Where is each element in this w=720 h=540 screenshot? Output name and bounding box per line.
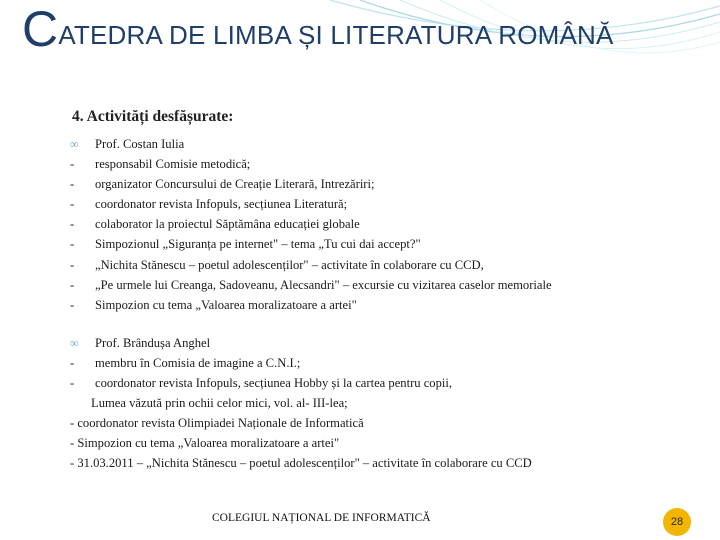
list-item-text: „Pe urmele lui Creanga, Sadoveanu, Alecsandri" – excursie cu vizitarea caselor memoriale: [95, 277, 552, 292]
dash-marker: -: [70, 197, 75, 212]
page-number-badge: 28: [663, 508, 691, 536]
dash-marker: -: [70, 157, 75, 172]
dash-marker: -: [70, 355, 75, 370]
dash-marker: -: [70, 217, 75, 232]
teacher-name: Prof. Brândușa Anghel: [95, 335, 211, 350]
list-item-text: coordonator revista Infopuls, secțiunea Literatură;: [95, 197, 348, 212]
teacher-name-anghel: [68, 333, 708, 353]
list-item-text: membru în Comisia de imagine a C.N.I.;: [95, 355, 301, 370]
section-heading: 4. Activități desfășurate:: [72, 108, 234, 125]
list-item: - coordonator revista Olimpiadei Naționale de Informatică: [70, 416, 364, 431]
list-item-text: Simpozionul „Siguranța pe internet" – tema „Tu cui dai accept?": [95, 237, 421, 252]
dash-marker: -: [70, 277, 75, 292]
list-item: [68, 234, 708, 254]
list-item-text: colaborator la proiectul Săptămâna educației globale: [95, 217, 360, 232]
list-item: [68, 353, 708, 373]
list-item-text: Simpozion cu tema „Valoarea moralizatoare a artei": [95, 297, 357, 312]
infinity-bullet-icon: ∞: [70, 137, 79, 151]
teacher-name-costan: [68, 134, 708, 154]
list-item: [68, 174, 708, 194]
list-item-text: responsabil Comisie metodică;: [95, 157, 251, 172]
footer-institution: COLEGIUL NAȚIONAL DE INFORMATICĂ: [212, 512, 431, 524]
list-item: - 31.03.2011 – „Nichita Stănescu – poetul adolescenților" – activitate în colaborare cu CCD: [70, 456, 532, 471]
list-item-continuation: Lumea văzută prin ochii celor mici, vol. al- III-lea;: [91, 396, 348, 411]
list-item-text: coordonator revista Infopuls, secțiunea Hobby și la cartea pentru copii,: [95, 376, 453, 391]
dash-marker: -: [70, 257, 75, 272]
list-item-text: „Nichita Stănescu – poetul adolescenților" – activitate în colaborare cu CCD,: [95, 257, 484, 272]
dash-marker: -: [70, 297, 75, 312]
list-item: [68, 275, 708, 295]
dash-marker: -: [70, 376, 75, 391]
infinity-bullet-icon: ∞: [70, 335, 79, 350]
dash-marker: -: [70, 177, 75, 192]
list-item-text: organizator Concursului de Creație Literară, Intrezăriri;: [95, 177, 375, 192]
spacer: [68, 315, 708, 333]
list-item: [68, 295, 708, 315]
list-item: [68, 255, 708, 275]
page-title: [22, 1, 614, 57]
title-initial: C: [22, 1, 59, 57]
dash-marker: -: [70, 237, 75, 252]
title-rest: ATEDRA DE LIMBA ȘI LITERATURA ROMÂNĂ: [58, 20, 614, 50]
list-item: [68, 154, 708, 174]
list-item: [68, 373, 708, 393]
list-item: [68, 194, 708, 214]
list-item: - Simpozion cu tema „Valoarea moralizatoare a artei": [70, 436, 340, 451]
main-content: [68, 108, 708, 474]
teacher-name: Prof. Costan Iulia: [95, 137, 185, 151]
list-item: [68, 214, 708, 234]
